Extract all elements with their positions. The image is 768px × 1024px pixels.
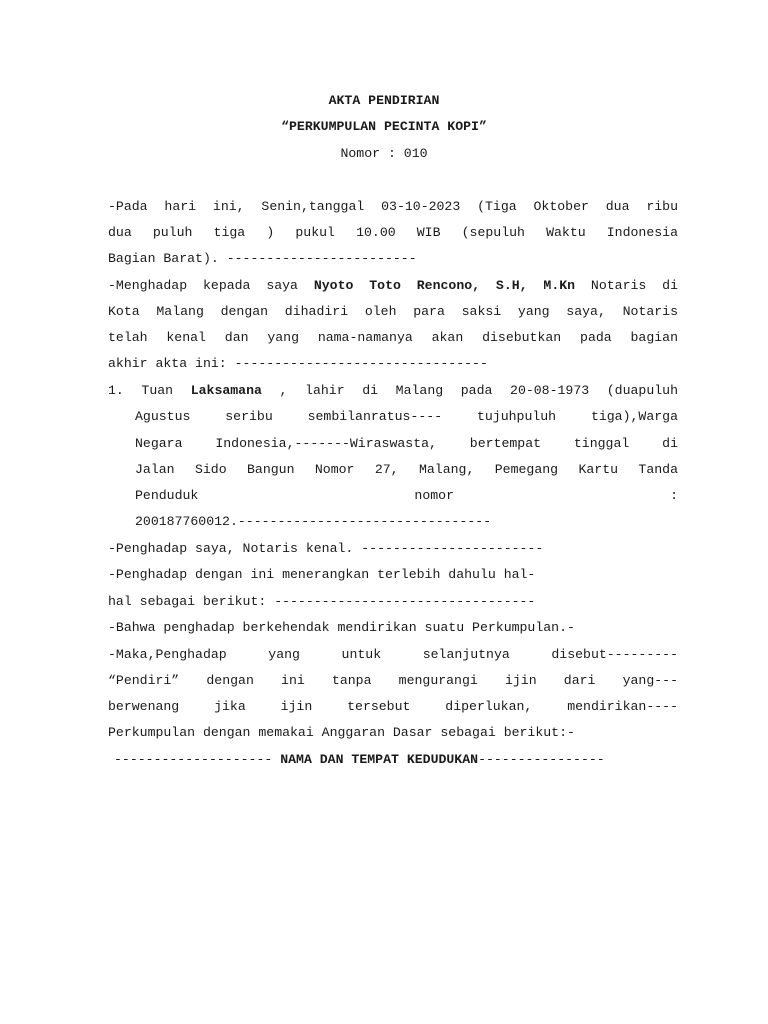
- person-name: Laksamana: [190, 383, 262, 398]
- paragraph-founder-line-1: -Maka,Penghadap yang untuk selanjutnya disebut---------: [108, 647, 678, 662]
- paragraph-notary-line-1: -Menghadap kepada saya Nyoto Toto Rencono, S.H, M.Kn Notaris di: [108, 278, 678, 293]
- paragraph-founder-line-4: Perkumpulan dengan memakai Anggaran Dasar sebagai berikut:-: [108, 725, 575, 740]
- paragraph-notary-line-3: telah kenal dan yang nama-namanya akan disebutkan pada bagian: [108, 330, 678, 345]
- list-item-1-line-4: Jalan Sido Bangun Nomor 27, Malang, Pemegang Kartu Tanda: [135, 462, 678, 477]
- paragraph-explain-line-1: -Penghadap dengan ini menerangkan terlebih dahulu hal-: [108, 567, 536, 582]
- paragraph-date-line-3: Bagian Barat). ------------------------: [108, 251, 417, 266]
- notary-name: Nyoto Toto Rencono, S.H, M.Kn: [313, 278, 576, 293]
- section-heading: -------------------- NAMA DAN TEMPAT KEDUDUKAN----------------: [114, 752, 605, 767]
- paragraph-intent: -Bahwa penghadap berkehendak mendirikan suatu Perkumpulan.-: [108, 620, 575, 635]
- paragraph-notary-line-2: Kota Malang dengan dihadiri oleh para saksi yang saya, Notaris: [108, 304, 678, 319]
- list-item-1-line-2: Agustus seribu sembilanratus---- tujuhpuluh tiga),Warga: [135, 409, 678, 424]
- deed-subtitle: “PERKUMPULAN PECINTA KOPI”: [281, 119, 487, 134]
- deed-title: AKTA PENDIRIAN: [328, 93, 440, 108]
- paragraph-founder-line-2: “Pendiri” dengan ini tanpa mengurangi ijin dari yang---: [108, 673, 678, 688]
- section-title: NAMA DAN TEMPAT KEDUDUKAN: [280, 752, 479, 767]
- paragraph-known: -Penghadap saya, Notaris kenal. -----------------------: [108, 541, 544, 556]
- deed-number: Nomor : 010: [340, 146, 428, 161]
- paragraph-notary-line-4: akhir akta ini: --------------------------------: [108, 356, 488, 371]
- paragraph-founder-line-3: berwenang jika ijin tersebut diperlukan, mendirikan----: [108, 699, 678, 714]
- paragraph-date-line-2: dua puluh tiga ) pukul 10.00 WIB (sepuluh Waktu Indonesia: [108, 225, 678, 240]
- list-item-1-line-6: 200187760012.--------------------------------: [135, 514, 492, 529]
- paragraph-date-line-1: -Pada hari ini, Senin,tanggal 03-10-2023 (Tiga Oktober dua ribu: [108, 199, 678, 214]
- list-item-1-line-3: Negara Indonesia,-------Wiraswasta, bertempat tinggal di: [135, 436, 678, 451]
- list-item-1-line-5: Penduduk nomor :: [135, 488, 678, 503]
- list-item-1-line-1: 1. Tuan Laksamana , lahir di Malang pada 20-08-1973 (duapuluh: [108, 383, 678, 398]
- paragraph-explain-line-2: hal sebagai berikut: ---------------------------------: [108, 594, 536, 609]
